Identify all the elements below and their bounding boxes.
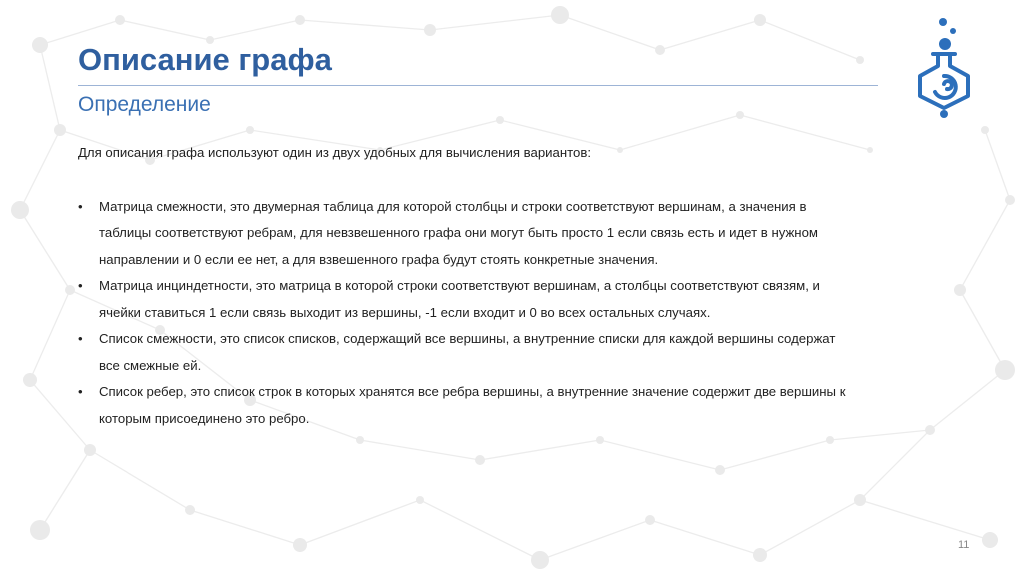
bullet-edge-list (78, 379, 958, 432)
bullet-line: Матрица смежности, это двумерная таблица для которой столбцы и строки соответствуют вершинам, а значения в (99, 198, 807, 214)
page-number: 11 (958, 539, 970, 551)
bullet-marker: • (78, 198, 83, 214)
intro-paragraph: Для описания графа используют один из двух удобных для вычисления вариантов: (78, 145, 592, 160)
title-divider (78, 85, 878, 86)
bullet-line: ячейки ставиться 1 если связь выходит из вершины, -1 если входит и 0 во всех остальных случаях. (99, 304, 711, 320)
flask-icon (912, 14, 976, 120)
slide-title: Описание графа (78, 42, 332, 77)
bullet-marker: • (78, 278, 83, 293)
bullet-line: которым присоединено это ребро. (99, 410, 310, 426)
bullet-line: направлении и 0 если ее нет, а для взвешенного графа будут стоять конкретные значения. (99, 251, 659, 267)
slide-subtitle: Определение (78, 93, 211, 116)
bullet-marker: • (78, 384, 83, 399)
bullet-line: все смежные ей. (99, 357, 202, 373)
slide-body (78, 140, 958, 432)
bullet-incidence-matrix (78, 273, 958, 326)
bullet-line: таблицы соответствуют ребрам, для невзвешенного графа они могут быть просто 1 если связь есть и идет в нужном (99, 225, 818, 240)
bullet-line: Матрица инциндетности, это матрица в которой строки соответствуют вершинам, а столбцы соответствуют связям, и (99, 278, 820, 293)
bullet-list (78, 194, 958, 433)
bullet-marker: • (78, 331, 83, 346)
bullet-adjacency-matrix (78, 194, 958, 274)
bullet-line: Список смежности, это список списков, содержащий все вершины, а внутренние списки для каждой вершины содержат (99, 331, 836, 346)
bullet-adjacency-list (78, 326, 958, 379)
bullet-line: Список ребер, это список строк в которых хранятся все ребра вершины, а внутренние значение содержит две вершины к (99, 384, 846, 399)
